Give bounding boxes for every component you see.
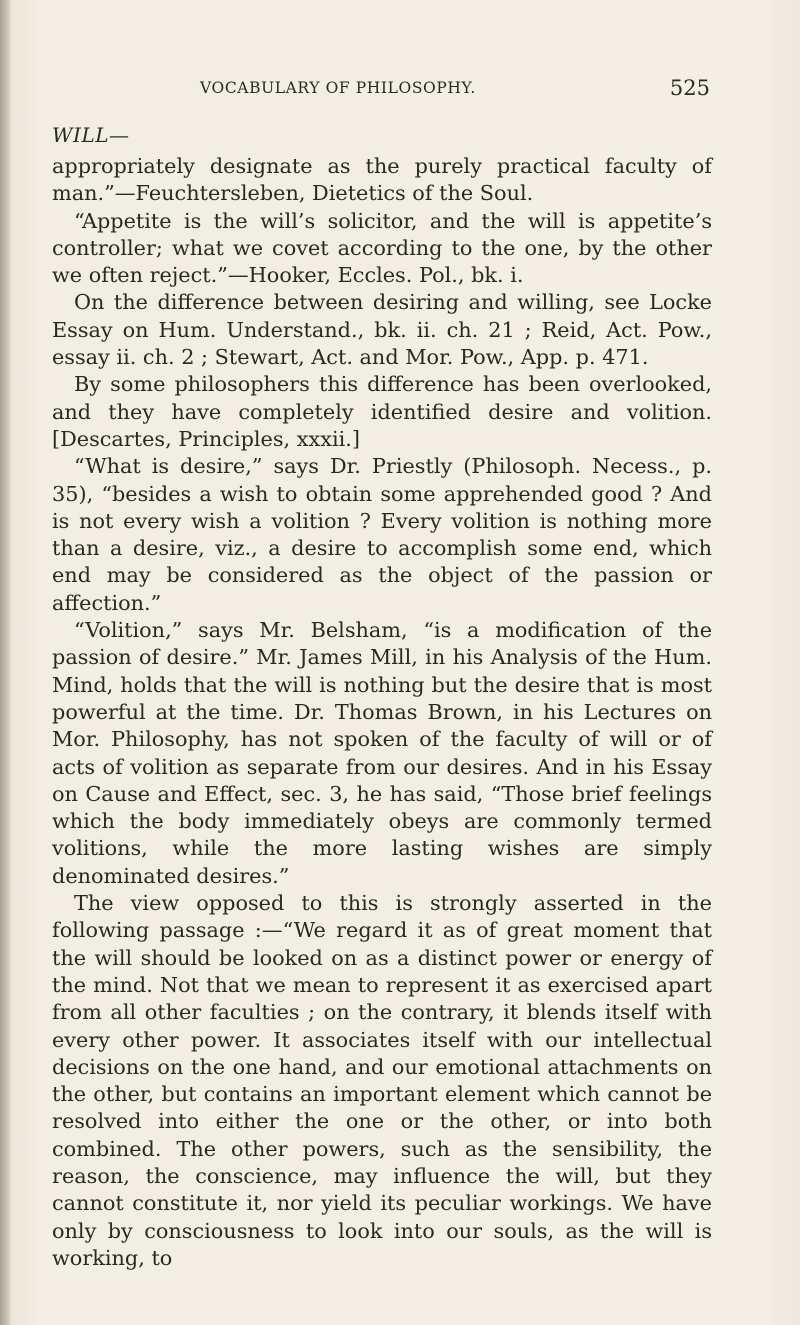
entry-term: WILL— [52,123,130,147]
paragraph: On the difference between desiring and willing, see Locke Essay on Hum. Understand., bk. ii. ch. 21 ; Reid, Act. Pow., essay ii. ch. 2 ; Stewart, Act. and Mor. Pow., App. p. 471. [52,290,712,370]
paragraph: appropriately designate as the purely practical faculty of man.”—Feuchtersleben, Dietetics of the Soul. [52,154,712,206]
binding-gutter [0,0,10,1325]
paragraph: By some philosophers this difference has been overlooked, and they have completely identified desire and volition. [Descartes, Principles, xxxii.] [52,372,712,451]
running-head: VOCABULARY OF PHILOSOPHY. [200,79,476,97]
page-body [52,120,712,1272]
paragraph: “Volition,” says Mr. Belsham, “is a modification of the passion of desire.” Mr. James Mill, in his Analysis of the Hum. Mind, holds that the will is nothing but the desire that is most powerful at the time. Dr. Thomas Brown, in his Lectures on Mor. Philosophy, has not spoken of the faculty of will or of acts of volition as separate from our desires. And in his Essay on Cause and Effect, sec. 3, he has said, “Those brief feelings which the body immediately obeys are commonly termed volitions, while the more lasting wishes are simply denominated desires.” [52,618,712,888]
page-header [150,76,710,109]
paragraph: “Appetite is the will’s solicitor, and the will is appetite’s controller; what we covet according to the one, by the other we often reject.”—Hooker, Eccles. Pol., bk. i. [52,208,712,288]
paragraph: “What is desire,” says Dr. Priestly (Philosoph. Necess., p. 35), “besides a wish to obtain some apprehended good ? And is not every wish a volition ? Every volition is nothing more than a desire, viz., a desire to accomplish some end, which end may be considered as the object of the passion or affection.” [52,454,712,615]
paragraph: The view opposed to this is strongly asserted in the following passage :—“We regard it as of great moment that the will should be looked on as a distinct power or energy of the mind. Not that we mean to represent it as exercised apart from all other faculties ; on the contrary, it blends itself with every other power. It associates itself with our intellectual decisions on the one hand, and our emotional attachments on the other, but contains an important element which cannot be resolved into either the one or the other, or into both combined. The other powers, such as the sensibility, the reason, the conscience, may influence the will, but they cannot constitute it, nor yield its peculiar workings. We have only by consciousness to look into our souls, as the will is working, to [52,891,712,1270]
page-number: 525 [669,76,710,100]
